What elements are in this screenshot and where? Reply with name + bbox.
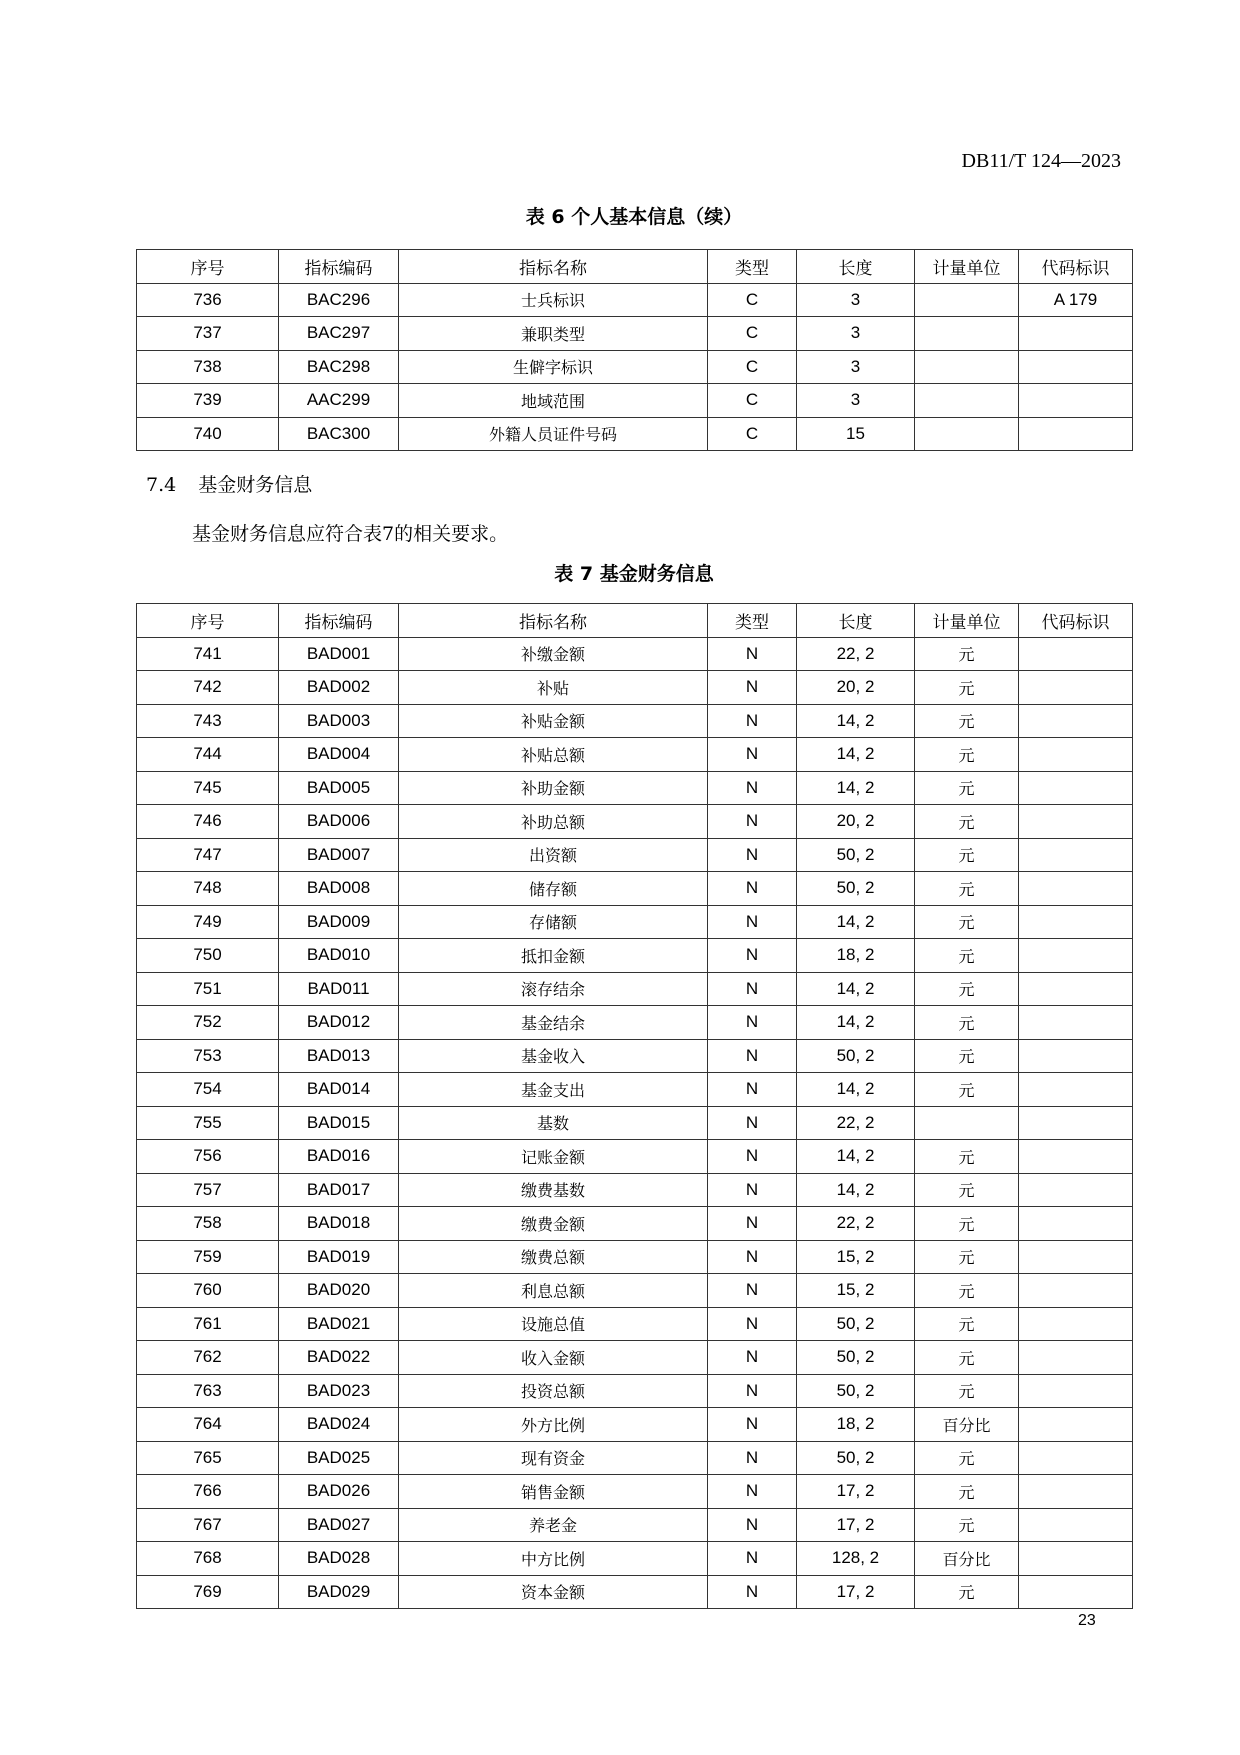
cell-type: N bbox=[708, 1441, 797, 1475]
cell-name: 存储额 bbox=[399, 905, 708, 939]
column-header-type: 类型 bbox=[708, 250, 797, 284]
column-header-code-id: 代码标识 bbox=[1019, 250, 1133, 284]
cell-name: 外方比例 bbox=[399, 1408, 708, 1442]
cell-code: BAD017 bbox=[279, 1173, 399, 1207]
cell-code: BAC296 bbox=[279, 283, 399, 317]
column-header-code-id: 代码标识 bbox=[1019, 604, 1133, 638]
cell-code-id bbox=[1019, 637, 1133, 671]
cell-name: 销售金额 bbox=[399, 1475, 708, 1509]
cell-unit: 元 bbox=[915, 872, 1019, 906]
table-6 bbox=[136, 249, 1133, 451]
table-row bbox=[137, 384, 1133, 418]
cell-length: 50, 2 bbox=[797, 1374, 915, 1408]
section-title: 基金财务信息 bbox=[198, 474, 313, 496]
cell-length: 14, 2 bbox=[797, 972, 915, 1006]
cell-code-id bbox=[1019, 1307, 1133, 1341]
cell-type: N bbox=[708, 872, 797, 906]
cell-serial: 752 bbox=[137, 1006, 279, 1040]
cell-type: N bbox=[708, 1006, 797, 1040]
cell-code-id bbox=[1019, 1240, 1133, 1274]
table-7-title: 表 7 基金财务信息 bbox=[554, 563, 714, 585]
column-header-unit: 计量单位 bbox=[915, 604, 1019, 638]
column-header-serial: 序号 bbox=[137, 604, 279, 638]
cell-code: BAD012 bbox=[279, 1006, 399, 1040]
cell-code-id bbox=[1019, 1207, 1133, 1241]
cell-name: 中方比例 bbox=[399, 1542, 708, 1576]
cell-type: N bbox=[708, 972, 797, 1006]
cell-code: BAD002 bbox=[279, 671, 399, 705]
cell-code: BAD028 bbox=[279, 1542, 399, 1576]
cell-name: 储存额 bbox=[399, 872, 708, 906]
cell-length: 14, 2 bbox=[797, 905, 915, 939]
cell-serial: 765 bbox=[137, 1441, 279, 1475]
cell-length: 20, 2 bbox=[797, 805, 915, 839]
cell-type: N bbox=[708, 1542, 797, 1576]
cell-unit: 元 bbox=[915, 838, 1019, 872]
cell-name: 投资总额 bbox=[399, 1374, 708, 1408]
cell-unit: 百分比 bbox=[915, 1542, 1019, 1576]
cell-code-id bbox=[1019, 1575, 1133, 1609]
cell-unit bbox=[915, 417, 1019, 451]
cell-unit bbox=[915, 350, 1019, 384]
column-header-code: 指标编码 bbox=[279, 604, 399, 638]
cell-serial: 760 bbox=[137, 1274, 279, 1308]
cell-type: N bbox=[708, 1039, 797, 1073]
cell-name: 记账金额 bbox=[399, 1140, 708, 1174]
cell-code: BAD022 bbox=[279, 1341, 399, 1375]
cell-type: N bbox=[708, 738, 797, 772]
cell-code-id bbox=[1019, 1475, 1133, 1509]
cell-serial: 736 bbox=[137, 283, 279, 317]
cell-type: N bbox=[708, 1408, 797, 1442]
cell-serial: 757 bbox=[137, 1173, 279, 1207]
cell-name: 补助金额 bbox=[399, 771, 708, 805]
cell-code: AAC299 bbox=[279, 384, 399, 418]
cell-length: 14, 2 bbox=[797, 1006, 915, 1040]
table-row bbox=[137, 1006, 1133, 1040]
cell-code-id bbox=[1019, 872, 1133, 906]
cell-code-id bbox=[1019, 384, 1133, 418]
cell-length: 22, 2 bbox=[797, 637, 915, 671]
cell-length: 50, 2 bbox=[797, 872, 915, 906]
cell-length: 50, 2 bbox=[797, 1039, 915, 1073]
cell-length: 50, 2 bbox=[797, 838, 915, 872]
cell-name: 缴费金额 bbox=[399, 1207, 708, 1241]
cell-code-id bbox=[1019, 417, 1133, 451]
cell-code-id bbox=[1019, 671, 1133, 705]
cell-code-id bbox=[1019, 1073, 1133, 1107]
table-6-title: 表 6 个人基本信息（续） bbox=[525, 206, 743, 228]
cell-code: BAD027 bbox=[279, 1508, 399, 1542]
column-header-name: 指标名称 bbox=[399, 604, 708, 638]
cell-length: 50, 2 bbox=[797, 1441, 915, 1475]
cell-code: BAD008 bbox=[279, 872, 399, 906]
cell-unit: 元 bbox=[915, 805, 1019, 839]
cell-code-id bbox=[1019, 1173, 1133, 1207]
cell-name: 地域范围 bbox=[399, 384, 708, 418]
cell-name: 资本金额 bbox=[399, 1575, 708, 1609]
cell-name: 兼职类型 bbox=[399, 317, 708, 351]
cell-unit: 元 bbox=[915, 704, 1019, 738]
cell-length: 3 bbox=[797, 384, 915, 418]
cell-code-id bbox=[1019, 1374, 1133, 1408]
cell-serial: 759 bbox=[137, 1240, 279, 1274]
table-row bbox=[137, 1441, 1133, 1475]
cell-name: 补贴金额 bbox=[399, 704, 708, 738]
cell-code: BAD010 bbox=[279, 939, 399, 973]
table-row bbox=[137, 1173, 1133, 1207]
cell-type: N bbox=[708, 1073, 797, 1107]
cell-code-id bbox=[1019, 805, 1133, 839]
cell-type: N bbox=[708, 704, 797, 738]
cell-type: N bbox=[708, 1240, 797, 1274]
cell-serial: 763 bbox=[137, 1374, 279, 1408]
cell-code-id bbox=[1019, 1441, 1133, 1475]
cell-type: N bbox=[708, 671, 797, 705]
table-row bbox=[137, 1307, 1133, 1341]
cell-length: 3 bbox=[797, 350, 915, 384]
cell-code-id bbox=[1019, 317, 1133, 351]
cell-code-id bbox=[1019, 1341, 1133, 1375]
column-header-serial: 序号 bbox=[137, 250, 279, 284]
cell-code: BAD020 bbox=[279, 1274, 399, 1308]
cell-length: 18, 2 bbox=[797, 1408, 915, 1442]
cell-unit: 元 bbox=[915, 1039, 1019, 1073]
cell-unit: 元 bbox=[915, 1307, 1019, 1341]
cell-serial: 741 bbox=[137, 637, 279, 671]
cell-code: BAD014 bbox=[279, 1073, 399, 1107]
cell-type: N bbox=[708, 1508, 797, 1542]
cell-serial: 748 bbox=[137, 872, 279, 906]
cell-code: BAD009 bbox=[279, 905, 399, 939]
column-header-code: 指标编码 bbox=[279, 250, 399, 284]
cell-code: BAD006 bbox=[279, 805, 399, 839]
cell-code-id bbox=[1019, 972, 1133, 1006]
cell-name: 缴费总额 bbox=[399, 1240, 708, 1274]
cell-length: 20, 2 bbox=[797, 671, 915, 705]
cell-code-id bbox=[1019, 1542, 1133, 1576]
page-number: 23 bbox=[1078, 1612, 1096, 1629]
cell-serial: 769 bbox=[137, 1575, 279, 1609]
cell-type: N bbox=[708, 1140, 797, 1174]
cell-serial: 756 bbox=[137, 1140, 279, 1174]
cell-name: 补助总额 bbox=[399, 805, 708, 839]
cell-name: 补贴 bbox=[399, 671, 708, 705]
cell-type: N bbox=[708, 1207, 797, 1241]
cell-type: C bbox=[708, 317, 797, 351]
cell-code: BAD007 bbox=[279, 838, 399, 872]
table-row bbox=[137, 838, 1133, 872]
cell-type: N bbox=[708, 805, 797, 839]
cell-type: N bbox=[708, 637, 797, 671]
cell-length: 17, 2 bbox=[797, 1508, 915, 1542]
cell-length: 14, 2 bbox=[797, 1140, 915, 1174]
cell-serial: 753 bbox=[137, 1039, 279, 1073]
cell-code-id bbox=[1019, 738, 1133, 772]
cell-type: N bbox=[708, 1106, 797, 1140]
column-header-length: 长度 bbox=[797, 604, 915, 638]
cell-code-id bbox=[1019, 1140, 1133, 1174]
cell-name: 出资额 bbox=[399, 838, 708, 872]
cell-code: BAC297 bbox=[279, 317, 399, 351]
table-row bbox=[137, 1140, 1133, 1174]
cell-code: BAD005 bbox=[279, 771, 399, 805]
cell-name: 现有资金 bbox=[399, 1441, 708, 1475]
cell-unit: 元 bbox=[915, 1207, 1019, 1241]
cell-code: BAD024 bbox=[279, 1408, 399, 1442]
cell-unit: 元 bbox=[915, 1508, 1019, 1542]
cell-type: N bbox=[708, 939, 797, 973]
cell-serial: 764 bbox=[137, 1408, 279, 1442]
cell-unit: 元 bbox=[915, 1173, 1019, 1207]
cell-unit: 百分比 bbox=[915, 1408, 1019, 1442]
cell-length: 50, 2 bbox=[797, 1307, 915, 1341]
cell-name: 补贴总额 bbox=[399, 738, 708, 772]
table-row bbox=[137, 671, 1133, 705]
cell-unit: 元 bbox=[915, 1575, 1019, 1609]
cell-name: 滚存结余 bbox=[399, 972, 708, 1006]
cell-unit: 元 bbox=[915, 738, 1019, 772]
cell-type: C bbox=[708, 417, 797, 451]
cell-serial: 740 bbox=[137, 417, 279, 451]
table-row bbox=[137, 905, 1133, 939]
cell-code: BAD025 bbox=[279, 1441, 399, 1475]
table-row bbox=[137, 1207, 1133, 1241]
column-header-length: 长度 bbox=[797, 250, 915, 284]
cell-name: 士兵标识 bbox=[399, 283, 708, 317]
cell-unit: 元 bbox=[915, 771, 1019, 805]
cell-length: 14, 2 bbox=[797, 1173, 915, 1207]
cell-serial: 737 bbox=[137, 317, 279, 351]
cell-unit: 元 bbox=[915, 1240, 1019, 1274]
cell-unit: 元 bbox=[915, 905, 1019, 939]
cell-code-id bbox=[1019, 939, 1133, 973]
cell-serial: 749 bbox=[137, 905, 279, 939]
table-row bbox=[137, 1240, 1133, 1274]
cell-serial: 767 bbox=[137, 1508, 279, 1542]
cell-length: 22, 2 bbox=[797, 1106, 915, 1140]
cell-length: 3 bbox=[797, 317, 915, 351]
cell-type: N bbox=[708, 1475, 797, 1509]
cell-length: 14, 2 bbox=[797, 704, 915, 738]
column-header-name: 指标名称 bbox=[399, 250, 708, 284]
cell-code-id bbox=[1019, 704, 1133, 738]
table-row bbox=[137, 939, 1133, 973]
table-row bbox=[137, 771, 1133, 805]
cell-code: BAD003 bbox=[279, 704, 399, 738]
cell-name: 基金收入 bbox=[399, 1039, 708, 1073]
cell-code-id bbox=[1019, 1508, 1133, 1542]
table-row bbox=[137, 1039, 1133, 1073]
cell-name: 补缴金额 bbox=[399, 637, 708, 671]
cell-name: 基数 bbox=[399, 1106, 708, 1140]
cell-code: BAD004 bbox=[279, 738, 399, 772]
cell-serial: 745 bbox=[137, 771, 279, 805]
cell-code: BAD019 bbox=[279, 1240, 399, 1274]
cell-code-id bbox=[1019, 771, 1133, 805]
table-row bbox=[137, 283, 1133, 317]
cell-code: BAD011 bbox=[279, 972, 399, 1006]
cell-unit: 元 bbox=[915, 1274, 1019, 1308]
table-row bbox=[137, 1475, 1133, 1509]
cell-type: N bbox=[708, 1374, 797, 1408]
cell-serial: 750 bbox=[137, 939, 279, 973]
cell-name: 养老金 bbox=[399, 1508, 708, 1542]
cell-name: 设施总值 bbox=[399, 1307, 708, 1341]
cell-length: 17, 2 bbox=[797, 1475, 915, 1509]
cell-code-id bbox=[1019, 1039, 1133, 1073]
cell-code: BAD013 bbox=[279, 1039, 399, 1073]
cell-unit: 元 bbox=[915, 939, 1019, 973]
cell-serial: 743 bbox=[137, 704, 279, 738]
cell-length: 15, 2 bbox=[797, 1274, 915, 1308]
cell-name: 生僻字标识 bbox=[399, 350, 708, 384]
cell-name: 利息总额 bbox=[399, 1274, 708, 1308]
cell-serial: 747 bbox=[137, 838, 279, 872]
cell-code-id bbox=[1019, 905, 1133, 939]
cell-serial: 761 bbox=[137, 1307, 279, 1341]
cell-serial: 744 bbox=[137, 738, 279, 772]
cell-code-id bbox=[1019, 350, 1133, 384]
cell-code: BAD016 bbox=[279, 1140, 399, 1174]
cell-serial: 738 bbox=[137, 350, 279, 384]
cell-serial: 766 bbox=[137, 1475, 279, 1509]
table-row bbox=[137, 1374, 1133, 1408]
table-row bbox=[137, 637, 1133, 671]
table-row bbox=[137, 1408, 1133, 1442]
cell-type: N bbox=[708, 1274, 797, 1308]
table-row bbox=[137, 1341, 1133, 1375]
cell-code-id bbox=[1019, 1106, 1133, 1140]
section-paragraph: 基金财务信息应符合表7的相关要求。 bbox=[192, 523, 509, 545]
cell-type: N bbox=[708, 771, 797, 805]
cell-unit: 元 bbox=[915, 1341, 1019, 1375]
table-row bbox=[137, 872, 1133, 906]
cell-unit: 元 bbox=[915, 1441, 1019, 1475]
section-number: 7.4 bbox=[146, 474, 177, 496]
cell-type: N bbox=[708, 905, 797, 939]
cell-serial: 768 bbox=[137, 1542, 279, 1576]
cell-length: 14, 2 bbox=[797, 771, 915, 805]
table-row bbox=[137, 972, 1133, 1006]
cell-unit: 元 bbox=[915, 671, 1019, 705]
cell-type: N bbox=[708, 1575, 797, 1609]
cell-serial: 746 bbox=[137, 805, 279, 839]
table-row bbox=[137, 317, 1133, 351]
cell-unit: 元 bbox=[915, 637, 1019, 671]
section-heading bbox=[146, 470, 312, 497]
cell-unit: 元 bbox=[915, 1006, 1019, 1040]
table-row bbox=[137, 1073, 1133, 1107]
table-row bbox=[137, 738, 1133, 772]
column-header-type: 类型 bbox=[708, 604, 797, 638]
cell-serial: 754 bbox=[137, 1073, 279, 1107]
cell-length: 3 bbox=[797, 283, 915, 317]
cell-serial: 739 bbox=[137, 384, 279, 418]
cell-serial: 758 bbox=[137, 1207, 279, 1241]
cell-serial: 762 bbox=[137, 1341, 279, 1375]
cell-code-id: A 179 bbox=[1019, 283, 1133, 317]
cell-length: 14, 2 bbox=[797, 738, 915, 772]
table-row bbox=[137, 350, 1133, 384]
cell-code: BAD026 bbox=[279, 1475, 399, 1509]
cell-unit bbox=[915, 283, 1019, 317]
cell-code-id bbox=[1019, 1274, 1133, 1308]
table-row bbox=[137, 1542, 1133, 1576]
cell-name: 缴费基数 bbox=[399, 1173, 708, 1207]
cell-name: 外籍人员证件号码 bbox=[399, 417, 708, 451]
table-row bbox=[137, 704, 1133, 738]
cell-unit bbox=[915, 317, 1019, 351]
cell-length: 22, 2 bbox=[797, 1207, 915, 1241]
column-header-unit: 计量单位 bbox=[915, 250, 1019, 284]
cell-unit: 元 bbox=[915, 1475, 1019, 1509]
table-row bbox=[137, 1274, 1133, 1308]
cell-code: BAD018 bbox=[279, 1207, 399, 1241]
cell-name: 收入金额 bbox=[399, 1341, 708, 1375]
cell-type: N bbox=[708, 1307, 797, 1341]
cell-name: 基金支出 bbox=[399, 1073, 708, 1107]
cell-code: BAD021 bbox=[279, 1307, 399, 1341]
cell-unit: 元 bbox=[915, 1140, 1019, 1174]
cell-unit: 元 bbox=[915, 1073, 1019, 1107]
cell-code: BAD029 bbox=[279, 1575, 399, 1609]
cell-length: 18, 2 bbox=[797, 939, 915, 973]
cell-name: 抵扣金额 bbox=[399, 939, 708, 973]
table-row bbox=[137, 1106, 1133, 1140]
cell-code-id bbox=[1019, 1408, 1133, 1442]
cell-code-id bbox=[1019, 1006, 1133, 1040]
cell-code: BAD023 bbox=[279, 1374, 399, 1408]
table-header-row bbox=[137, 250, 1133, 284]
cell-type: N bbox=[708, 838, 797, 872]
cell-code: BAD015 bbox=[279, 1106, 399, 1140]
cell-length: 15, 2 bbox=[797, 1240, 915, 1274]
cell-code-id bbox=[1019, 838, 1133, 872]
table-row bbox=[137, 805, 1133, 839]
cell-length: 15 bbox=[797, 417, 915, 451]
cell-type: C bbox=[708, 283, 797, 317]
cell-length: 14, 2 bbox=[797, 1073, 915, 1107]
cell-code: BAC298 bbox=[279, 350, 399, 384]
cell-serial: 755 bbox=[137, 1106, 279, 1140]
table-row bbox=[137, 1508, 1133, 1542]
cell-type: N bbox=[708, 1173, 797, 1207]
document-code: DB11/T 124—2023 bbox=[961, 150, 1121, 172]
cell-type: C bbox=[708, 350, 797, 384]
table-header-row bbox=[137, 604, 1133, 638]
cell-unit bbox=[915, 1106, 1019, 1140]
table-row bbox=[137, 1575, 1133, 1609]
cell-serial: 751 bbox=[137, 972, 279, 1006]
cell-unit: 元 bbox=[915, 972, 1019, 1006]
cell-unit: 元 bbox=[915, 1374, 1019, 1408]
cell-type: N bbox=[708, 1341, 797, 1375]
cell-code: BAC300 bbox=[279, 417, 399, 451]
cell-length: 128, 2 bbox=[797, 1542, 915, 1576]
cell-code: BAD001 bbox=[279, 637, 399, 671]
cell-name: 基金结余 bbox=[399, 1006, 708, 1040]
cell-length: 50, 2 bbox=[797, 1341, 915, 1375]
cell-length: 17, 2 bbox=[797, 1575, 915, 1609]
cell-type: C bbox=[708, 384, 797, 418]
table-row bbox=[137, 417, 1133, 451]
table-7 bbox=[136, 603, 1133, 1609]
cell-serial: 742 bbox=[137, 671, 279, 705]
cell-unit bbox=[915, 384, 1019, 418]
